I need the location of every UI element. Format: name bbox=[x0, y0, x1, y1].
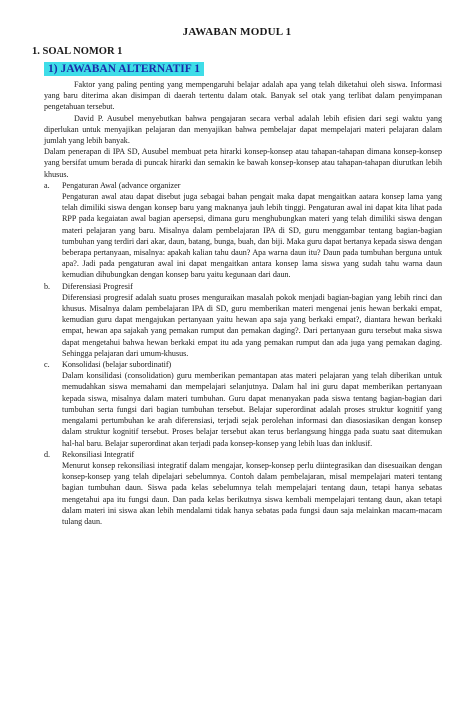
list-item-b bbox=[44, 281, 442, 359]
section-heading: 1. SOAL NOMOR 1 bbox=[32, 46, 123, 57]
list-item-d bbox=[44, 449, 442, 527]
list-item-c bbox=[44, 359, 442, 449]
list-item-a bbox=[44, 180, 442, 281]
lead-paragraph: Dalam penerapan di IPA SD, Ausubel membuat peta hirarki konsep-konsep atau tahapan-tahapan dimana konsep-konsep yang bersifat umum berada di puncak hirarki dan semakin ke bawah konsep-konsep atau tahapan-tahapan diurutkan lebih khusus. bbox=[44, 147, 442, 179]
list-item-body: Menurut konsep rekonsiliasi integratif dalam mengajar, konsep-konsep perlu diintegrasikan dan disesuaikan dengan konsep-konsep yang telah dipelajari sebelumnya. Contoh dalam pembelajaran, misal mempelajari materi tentang bagian tumbuhan daun. Siswa pada kelas sebelumnya telah mempelajari tentang daun, tetapi hanya sebatas mengetahui apa itu fungsi daun. Dan pada kelas berikutnya siswa kembali mempelajari tentang daun, akan tetapi dalam materi ini siswa akan lebih mendalami tidak hanya sebatas pada fungsi daun saja melainkan macam-macam tulang daun. bbox=[62, 460, 442, 526]
list-marker: d. bbox=[44, 449, 51, 459]
list-item-heading: Rekonsiliasi Integratif bbox=[62, 449, 135, 459]
subsection-heading: 1) JAWABAN ALTERNATIF 1 bbox=[44, 62, 204, 76]
list-item-body: Dalam konsilidasi (consolidation) guru memberikan pemantapan atas materi pelajaran yang telah diberikan untuk memudahkan siswa memahami dan mempelajari selanjutnya. Dalam hal ini guru dapat memberikan pertanyaan kepada siswa, misalnya dalam materi tumbuhan. Guru dapat menanyakan pada siswa tentang bagian-bagian dari tumbuhan serta fungsi dari bagian tumbuhan tersebut. Belajar superordinat adalah proses struktur kognitif yang mengalami pertumbuhan ke arah diferensiasi, terjadi sejak perolehan informasi dan diasosiasikan dengan konsep dalam struktur kognitif tersebut. Proses belajar tersebut akan terus berlangsung hingga pada suatu saat ditemukan hal-hal baru. Belajar superordinat akan terjadi pada konsep-konsep yang lebih luas dan inklusif. bbox=[62, 371, 442, 448]
list-item-heading: Diferensiasi Progresif bbox=[62, 281, 133, 291]
list-item-body: Pengaturan awal atau dapat disebut juga sebagai bahan pengait maka dapat mengaitkan aatara konsep lama yang telah dimiliki siswa dengan konsep baru yang maknanya jauh lebih tinggi. Pengaturan awal ini dapat kita lihat pada RPP pada kegaiatan awal bagian apersepsi, dimana guru menghubungkan materi yang telah dimiliki siswa dengan materi pelajaran yang baru. Misalnya dalam pembelajaran IPA di SD, guru menggambar tentang bagian-bagian tumbuhan yang terdiri dari akar, daun, batang, bunga, buah, dan biji. Maka guru dapat bertanya kepada siswa dengan beberapa pertanyaan, misalnya: apakah kalian tahu daun? Apa warna daun itu? Daun pada tumbuhan berguna untuk apa?. Jadi pada pengaturan awal ini dapat mengaitkan antara konsep lama siswa yang sudah tahu warna daun kemudian dihubungkan dengan konsep baru yaitu kegunaan dari daun. bbox=[62, 192, 442, 280]
list-item-heading: Konsolidasi (belajar subordinatif) bbox=[62, 360, 172, 370]
list-marker: c. bbox=[44, 360, 50, 370]
list-marker: b. bbox=[44, 281, 51, 291]
intro-paragraph-2: David P. Ausubel menyebutkan bahwa pengajaran secara verbal adalah lebih efisien dari segi waktu yang diperlukan untuk menyajikan pelajaran dan menyajikan bahwa pembelajar dapat mempelajari materi pelajaran dalam jumlah yang lebih banyak. bbox=[44, 113, 442, 146]
document-title: JAWABAN MODUL 1 bbox=[182, 26, 292, 38]
intro-paragraph-1: Faktor yang paling penting yang mempengaruhi belajar adalah apa yang telah diketahui oleh siswa. Informasi yang baru diterima akan disimpan di daerah tertentu dalam otak. Banyak sel otak yang terlibat dalam penyimpanan pengetahuan tersebut. bbox=[44, 80, 442, 112]
list-item-heading: Pengaturan Awal (advance organizer bbox=[62, 180, 181, 190]
list-marker: a. bbox=[44, 180, 50, 190]
list-item-body: Diferensiasi progresif adalah suatu proses menguraikan masalah pokok menjadi bagian-bagian yang lebih rinci dan khusus. Misalnya dalam pembelajaran IPA di SD, guru memberikan materi mengenai jenis hewan berkaki empat, kemudian guru dapat mengajukan pertanyaan yaitu hewan apa saja yang berkaki empat?, diantara hewan berkaki empat, hewan apa sajakah yang pemakan rumput dan pemakan daging?. Dari pertanyaan guru tersebut maka siswa dapat mengetahui bahwa hewan berkaki empat itu ada yang pemakan rumput dan ada juga yang pemakan daging. Sehingga pelajaran dari umum-khusus. bbox=[62, 292, 442, 358]
